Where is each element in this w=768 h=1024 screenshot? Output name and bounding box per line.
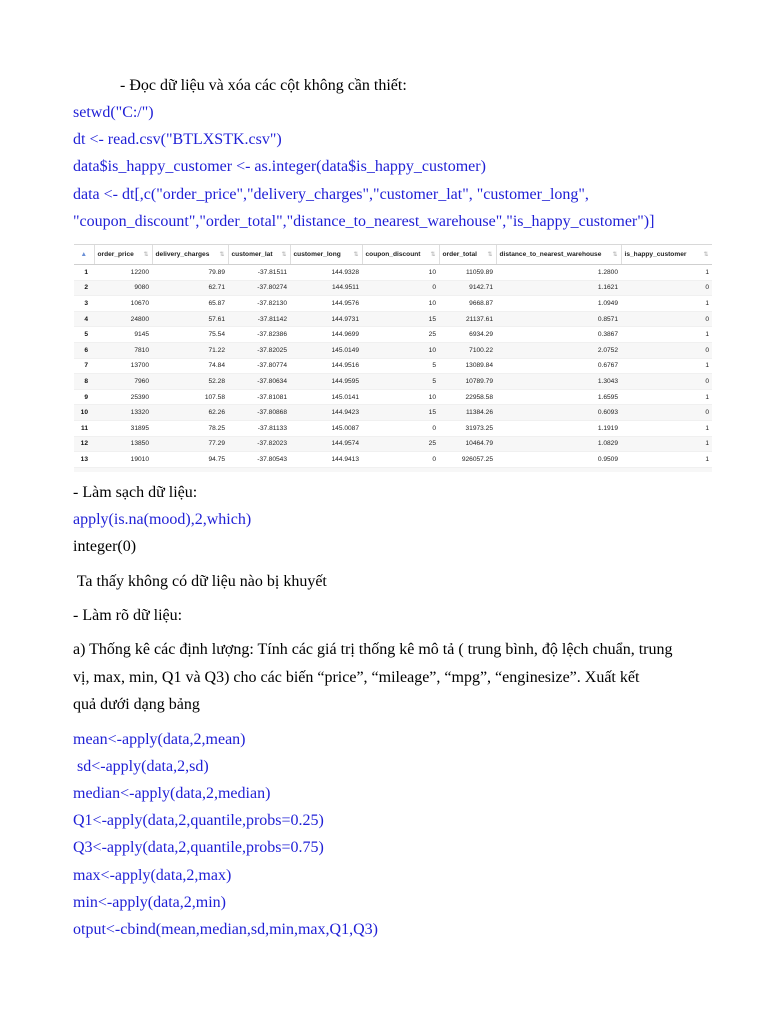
- table-cell: -37.82025: [228, 342, 290, 358]
- table-cell: 62.26: [152, 405, 228, 421]
- table-cell: 1: [621, 389, 712, 405]
- column-header-is-happy-customer[interactable]: [621, 245, 712, 265]
- clean-heading: - Làm sạch dữ liệu:: [73, 484, 198, 501]
- table-cell: 1.1919: [496, 420, 621, 436]
- table-cell: 1.1621: [496, 280, 621, 296]
- table-cell: 0.3867: [496, 327, 621, 343]
- row-index: 10: [74, 405, 94, 421]
- row-index: 3: [74, 296, 94, 312]
- sort-icon[interactable]: ⇅: [430, 252, 436, 258]
- table-row: [74, 420, 712, 436]
- row-index: 13: [74, 452, 94, 468]
- table-cell: 144.9423: [290, 405, 362, 421]
- sort-icon[interactable]: ⇅: [219, 252, 225, 258]
- table-row: [74, 389, 712, 405]
- table-row: [74, 467, 712, 472]
- table-cell: 0: [621, 280, 712, 296]
- code-q1: Q1<-apply(data,2,quantile,probs=0.25): [73, 812, 324, 829]
- table-cell: 0: [621, 342, 712, 358]
- table-cell: [496, 467, 621, 472]
- table-cell: 0: [621, 311, 712, 327]
- dataframe-table: [74, 244, 712, 472]
- table-cell: 57.61: [152, 311, 228, 327]
- table-cell: 9668.87: [439, 296, 496, 312]
- clean-note: Ta thấy không có dữ liệu nào bị khuyết: [73, 573, 327, 590]
- column-header-label: customer_long: [293, 251, 341, 258]
- table-cell: 15: [362, 311, 439, 327]
- table-cell: 144.9595: [290, 374, 362, 390]
- column-header-label: order_price: [97, 251, 134, 258]
- table-cell: 1: [621, 265, 712, 281]
- table-row: [74, 311, 712, 327]
- table-cell: [228, 467, 290, 472]
- column-header-label: delivery_charges: [155, 251, 210, 258]
- table-cell: 65.87: [152, 296, 228, 312]
- row-index: 5: [74, 327, 94, 343]
- table-cell: -37.80774: [228, 358, 290, 374]
- table-cell: 1: [621, 420, 712, 436]
- table-cell: 1: [621, 436, 712, 452]
- table-cell: -37.80868: [228, 405, 290, 421]
- column-header-coupon-discount[interactable]: [362, 245, 439, 265]
- table-cell: 0: [362, 452, 439, 468]
- table-cell: 10: [362, 389, 439, 405]
- sort-icon[interactable]: ⇅: [487, 252, 493, 258]
- table-cell: 22958.58: [439, 389, 496, 405]
- table-cell: 107.58: [152, 389, 228, 405]
- table-cell: -37.81511: [228, 265, 290, 281]
- column-header-customer-lat[interactable]: [228, 245, 290, 265]
- column-header-label: order_total: [442, 251, 477, 258]
- table-cell: 25390: [94, 389, 152, 405]
- table-cell: 0: [362, 280, 439, 296]
- table-cell: 144.9413: [290, 452, 362, 468]
- table-cell: 1: [621, 358, 712, 374]
- table-cell: 1.6595: [496, 389, 621, 405]
- table-cell: 144.9511: [290, 280, 362, 296]
- table-cell: 1.0829: [496, 436, 621, 452]
- explore-paragraph-2: vị, max, min, Q1 và Q3) cho các biến “price”, “mileage”, “mpg”, “enginesize”. Xuất kết: [73, 669, 640, 686]
- code-median: median<-apply(data,2,median): [73, 785, 271, 802]
- table-cell: 5: [362, 358, 439, 374]
- table-cell: 9080: [94, 280, 152, 296]
- table-cell: -37.80274: [228, 280, 290, 296]
- table-cell: 31895: [94, 420, 152, 436]
- table-cell: -37.82023: [228, 436, 290, 452]
- row-index: 9: [74, 389, 94, 405]
- sort-icon[interactable]: ⇅: [281, 252, 287, 258]
- table-row: [74, 280, 712, 296]
- column-header-customer-long[interactable]: [290, 245, 362, 265]
- table-cell: [290, 467, 362, 472]
- table-cell: 12200: [94, 265, 152, 281]
- table-cell: 79.89: [152, 265, 228, 281]
- table-cell: 0.6093: [496, 405, 621, 421]
- column-header-label: distance_to_nearest_warehouse: [499, 251, 602, 258]
- table-row: [74, 342, 712, 358]
- code-apply-isna: apply(is.na(mood),2,which): [73, 511, 252, 528]
- table-cell: 74.84: [152, 358, 228, 374]
- table-row: [74, 327, 712, 343]
- table-cell: [94, 467, 152, 472]
- table-cell: [362, 467, 439, 472]
- explore-paragraph-3: quả dưới dạng bảng: [73, 696, 200, 713]
- table-cell: 77.29: [152, 436, 228, 452]
- read-heading: - Đọc dữ liệu và xóa các cột không cần thiết:: [120, 77, 407, 94]
- code-subset-2: "coupon_discount","order_total","distance_to_nearest_warehouse","is_happy_customer")]: [73, 213, 655, 230]
- table-cell: 1.3043: [496, 374, 621, 390]
- table-cell: 10: [362, 342, 439, 358]
- table-cell: 78.25: [152, 420, 228, 436]
- table-cell: -37.81142: [228, 311, 290, 327]
- table-cell: 144.9731: [290, 311, 362, 327]
- table-cell: -37.80634: [228, 374, 290, 390]
- table-cell: 10464.79: [439, 436, 496, 452]
- table-cell: 13089.84: [439, 358, 496, 374]
- table-cell: 25: [362, 327, 439, 343]
- code-sd: sd<-apply(data,2,sd): [73, 758, 209, 775]
- table-cell: 1.2800: [496, 265, 621, 281]
- sort-icon[interactable]: ⇅: [353, 252, 359, 258]
- table-cell: 5: [362, 374, 439, 390]
- code-min: min<-apply(data,2,min): [73, 894, 226, 911]
- table-cell: 7810: [94, 342, 152, 358]
- table-cell: 0: [621, 405, 712, 421]
- code-max: max<-apply(data,2,max): [73, 867, 232, 884]
- table-row: [74, 405, 712, 421]
- table-cell: 6934.29: [439, 327, 496, 343]
- column-header-label: customer_lat: [231, 251, 273, 258]
- code-setwd: setwd("C:/"): [73, 104, 154, 121]
- row-index: 11: [74, 420, 94, 436]
- column-header-distance-to-nearest-warehouse[interactable]: [496, 245, 621, 265]
- column-header-delivery-charges[interactable]: [152, 245, 228, 265]
- table-cell: 1.0949: [496, 296, 621, 312]
- table-cell: 75.54: [152, 327, 228, 343]
- table-cell: 31973.25: [439, 420, 496, 436]
- table-cell: 144.9699: [290, 327, 362, 343]
- table-cell: 1: [621, 327, 712, 343]
- table-cell: 145.0149: [290, 342, 362, 358]
- code-q3: Q3<-apply(data,2,quantile,probs=0.75): [73, 839, 324, 856]
- table-row: [74, 436, 712, 452]
- row-index: 8: [74, 374, 94, 390]
- table-cell: 144.9574: [290, 436, 362, 452]
- table-cell: 11059.89: [439, 265, 496, 281]
- code-as-integer: data$is_happy_customer <- as.integer(data$is_happy_customer): [73, 158, 486, 175]
- table-cell: 21137.61: [439, 311, 496, 327]
- table-cell: [152, 467, 228, 472]
- code-cbind: otput<-cbind(mean,median,sd,min,max,Q1,Q3): [73, 921, 378, 938]
- table-cell: [621, 467, 712, 472]
- table-row: [74, 265, 712, 281]
- row-index: 12: [74, 436, 94, 452]
- sort-icon[interactable]: ⇅: [703, 252, 709, 258]
- table-row: [74, 358, 712, 374]
- explore-heading: - Làm rõ dữ liệu:: [73, 607, 183, 624]
- table-cell: 1: [621, 296, 712, 312]
- table-cell: -37.82386: [228, 327, 290, 343]
- table-cell: 145.0141: [290, 389, 362, 405]
- table-cell: 0: [621, 374, 712, 390]
- code-mean: mean<-apply(data,2,mean): [73, 731, 246, 748]
- table-cell: 13320: [94, 405, 152, 421]
- table-cell: 145.0087: [290, 420, 362, 436]
- table-cell: 13850: [94, 436, 152, 452]
- table-cell: 7960: [94, 374, 152, 390]
- sort-icon[interactable]: ⇅: [612, 252, 618, 258]
- table-cell: 62.71: [152, 280, 228, 296]
- table-cell: 0.8571: [496, 311, 621, 327]
- row-index: 6: [74, 342, 94, 358]
- table-cell: [439, 467, 496, 472]
- table-cell: 10: [362, 265, 439, 281]
- table-cell: 0.9509: [496, 452, 621, 468]
- column-header-order-price[interactable]: [94, 245, 152, 265]
- explore-paragraph-1: a) Thống kê các định lượng: Tính các giá trị thống kê mô tả ( trung bình, độ lệch chuẩn, trung: [73, 641, 673, 658]
- row-index: [74, 467, 94, 472]
- table-cell: 10670: [94, 296, 152, 312]
- table-cell: -37.81081: [228, 389, 290, 405]
- row-index: 7: [74, 358, 94, 374]
- table-cell: 25: [362, 436, 439, 452]
- table-cell: 71.22: [152, 342, 228, 358]
- table-cell: 0.6767: [496, 358, 621, 374]
- table-cell: 926057.25: [439, 452, 496, 468]
- table-cell: 9145: [94, 327, 152, 343]
- table-cell: 94.75: [152, 452, 228, 468]
- table-cell: 2.0752: [496, 342, 621, 358]
- table-cell: 144.9328: [290, 265, 362, 281]
- table-row: [74, 452, 712, 468]
- column-header-label: coupon_discount: [365, 251, 421, 258]
- clean-output: integer(0): [73, 538, 137, 555]
- table-cell: 144.9576: [290, 296, 362, 312]
- table-cell: -37.81133: [228, 420, 290, 436]
- column-header-label: is_happy_customer: [624, 251, 687, 258]
- index-header[interactable]: ▲: [74, 245, 94, 265]
- code-read-csv: dt <- read.csv("BTLXSTK.csv"): [73, 131, 282, 148]
- table-row: [74, 296, 712, 312]
- row-index: 4: [74, 311, 94, 327]
- code-subset-1: data <- dt[,c("order_price","delivery_charges","customer_lat", "customer_long",: [73, 186, 589, 203]
- row-index: 2: [74, 280, 94, 296]
- table-cell: 15: [362, 405, 439, 421]
- table-cell: 144.9516: [290, 358, 362, 374]
- table-cell: 24800: [94, 311, 152, 327]
- sort-icon[interactable]: ⇅: [143, 252, 149, 258]
- table-cell: 10: [362, 296, 439, 312]
- table-cell: -37.82130: [228, 296, 290, 312]
- table-cell: -37.80543: [228, 452, 290, 468]
- column-header-order-total[interactable]: [439, 245, 496, 265]
- table-row: [74, 374, 712, 390]
- table-cell: 0: [362, 420, 439, 436]
- table-cell: 52.28: [152, 374, 228, 390]
- table-cell: 11384.26: [439, 405, 496, 421]
- table-cell: 9142.71: [439, 280, 496, 296]
- row-index: 1: [74, 265, 94, 281]
- table-cell: 10789.79: [439, 374, 496, 390]
- table-cell: 13700: [94, 358, 152, 374]
- table-cell: 19010: [94, 452, 152, 468]
- table-cell: 7100.22: [439, 342, 496, 358]
- table-cell: 1: [621, 452, 712, 468]
